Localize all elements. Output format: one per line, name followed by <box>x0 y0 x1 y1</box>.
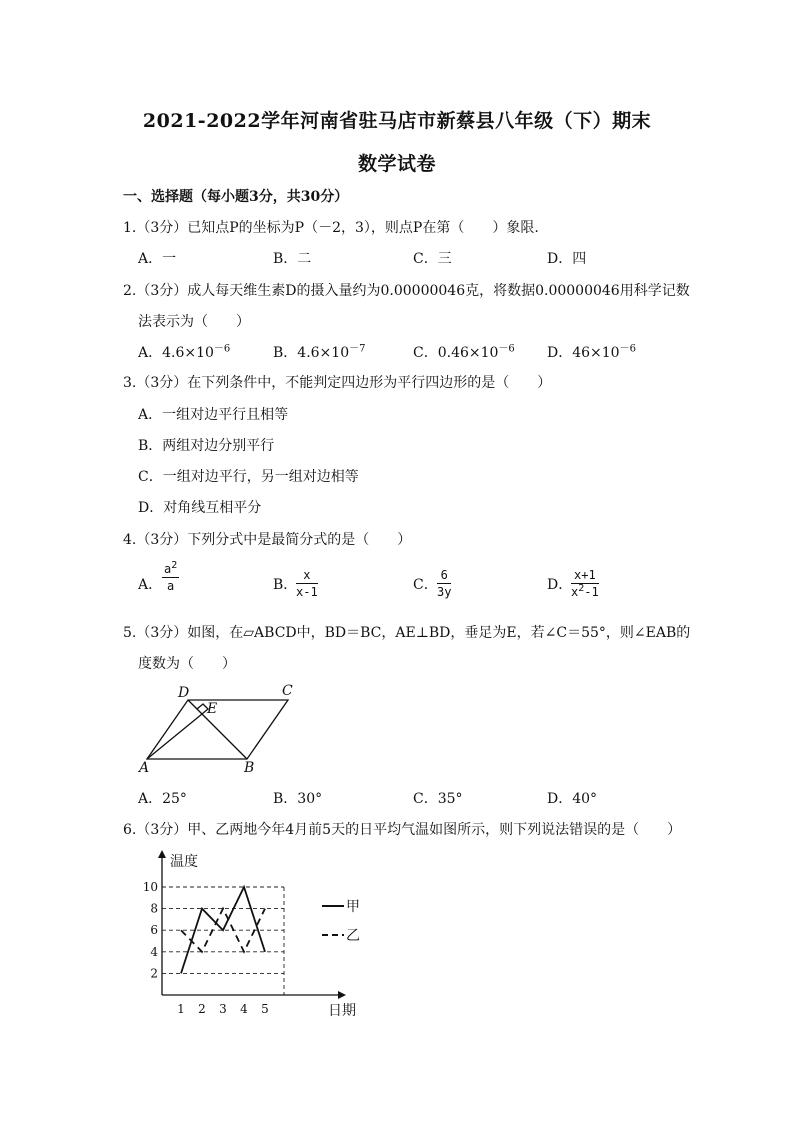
x-tick-label-5: 5 <box>261 1002 269 1016</box>
section-heading: 一、选择题（每小题3分，共30分） <box>123 189 349 205</box>
point-label-b: B <box>244 760 255 776</box>
question-3-stem: 3.（3分）在下列条件中，不能判定四边形为平行四边形的是（ ） <box>123 375 552 391</box>
y-axis-arrow <box>158 850 166 858</box>
q2-option-c: C．$0.46\times 10^{-6}$ <box>413 343 515 361</box>
point-label-e: E <box>207 701 218 717</box>
q3-option-c: C．一组对边平行，另一组对边相等 <box>138 469 359 485</box>
page-title: 2021-2022学年河南省驻马店市新蔡县八年级（下）期末 <box>142 110 652 132</box>
x-axis-title: 日期 <box>328 1003 356 1019</box>
q5-option-d: D．40° <box>547 791 598 807</box>
point-label-d: D <box>178 685 190 701</box>
y-tick-label-2: 2 <box>150 966 158 981</box>
q3-option-b: B．两组对边分别平行 <box>138 438 275 454</box>
legend-label-yi: 乙 <box>346 928 360 944</box>
q5-option-b: B．30° <box>273 791 323 807</box>
page-subtitle: 数学试卷 <box>357 153 436 175</box>
q1-option-d: D．四 <box>547 251 587 267</box>
q2-option-a: A．$4.6\times 10^{-6}$ <box>138 343 231 361</box>
q4-option-b-letter: B． <box>273 577 298 593</box>
x-tick-label-2: 2 <box>198 1002 206 1016</box>
x-tick-label-3: 3 <box>219 1002 227 1016</box>
q5-option-a: A．25° <box>138 791 187 807</box>
question-5-stem: 5.（3分）如图，在▱ABCD中，BD＝BC，AE⊥BD，垂足为E，若∠C＝55°，则∠EAB的 <box>123 625 691 641</box>
q2-option-d: D．$46\times 10^{-6}$ <box>547 343 636 361</box>
question-6-stem: 6.（3分）甲、乙两地今年4月前5天的日平均气温如图所示，则下列说法错误的是（ ） <box>123 822 682 838</box>
q4-option-d-fraction: $\frac{x+1}{x^2-1}$ <box>571 568 599 599</box>
point-label-c: C <box>282 683 293 699</box>
q4-option-a-fraction: $\frac{a^2}{a}$ <box>164 560 178 593</box>
legend-label-jia: 甲 <box>346 899 360 915</box>
point-label-a: A <box>139 760 150 776</box>
question-5-stem-cont: 度数为（ ） <box>138 656 236 672</box>
q3-option-d: D．对角线互相平分 <box>138 500 262 516</box>
question-2-stem-cont: 法表示为（ ） <box>138 314 250 330</box>
y-tick-label-10: 10 <box>142 880 158 894</box>
y-tick-label-6: 6 <box>150 923 158 938</box>
question-4-stem: 4.（3分）下列分式中是最简分式的是（ ） <box>123 532 412 548</box>
q4-option-d-letter: D． <box>547 577 573 593</box>
q2-option-b: B．$4.6\times 10^{-7}$ <box>273 343 366 361</box>
q1-option-b: B．二 <box>273 251 312 267</box>
question-1-stem: 1.（3分）已知点P的坐标为P（－2，3），则点P在第（ ）象限. <box>123 220 539 236</box>
q4-option-c-fraction: $\frac{6}{3y}$ <box>437 568 452 599</box>
q4-option-c-letter: C． <box>413 577 438 593</box>
q4-option-b-fraction: $\frac{x}{x-1}$ <box>296 568 318 599</box>
q5-option-c: C．35° <box>413 791 463 807</box>
x-tick-label-4: 4 <box>240 1002 248 1016</box>
q1-option-a: A．一 <box>138 251 177 267</box>
question-2-stem: 2.（3分）成人每天维生素D的摄入量约为0.00000046克，将数据0.00000046用科学记数 <box>123 283 690 299</box>
x-axis-arrow <box>338 991 346 999</box>
y-tick-label-4: 4 <box>150 944 158 959</box>
y-axis-title: 温度 <box>170 854 198 870</box>
y-tick-label-8: 8 <box>150 901 158 916</box>
q4-option-a-letter: A． <box>138 577 163 593</box>
q3-option-a: A．一组对边平行且相等 <box>138 407 289 423</box>
q1-option-c: C．三 <box>413 251 452 267</box>
x-tick-label-1: 1 <box>177 1002 185 1016</box>
